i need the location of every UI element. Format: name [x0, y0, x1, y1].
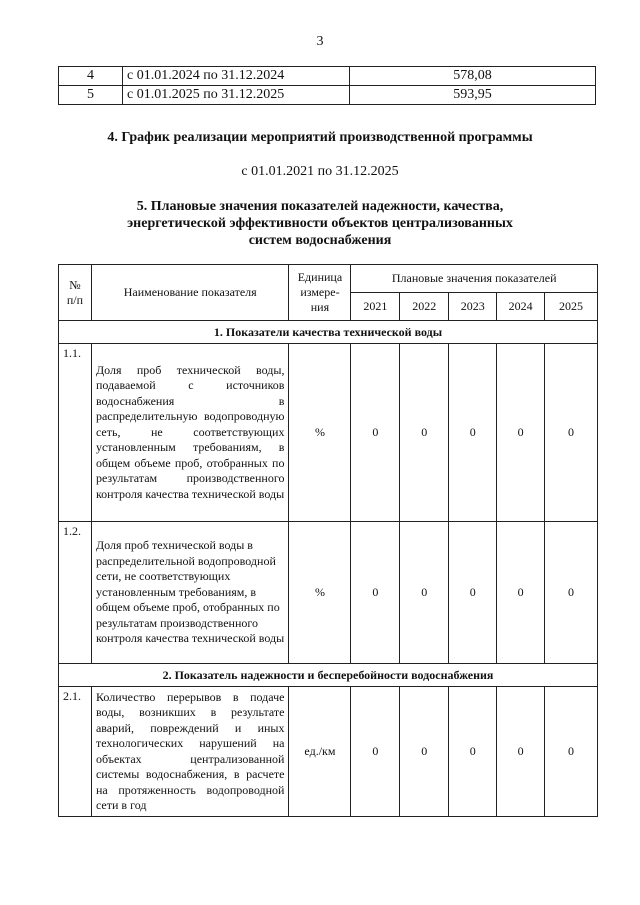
period-cell: с 01.01.2024 по 31.12.2024: [123, 67, 350, 86]
table-row: [59, 687, 598, 817]
row-number: 4: [59, 67, 123, 86]
value-2022: 0: [400, 344, 449, 522]
section-row: [59, 321, 598, 344]
indicator-name: Доля проб технической воды, подаваемой с источников водоснабжения в распределительную водопроводную сеть, не соответствующих установленным требованиям, в общем объеме проб, отобранных по результатам производственного контроля качества технической воды: [91, 344, 289, 522]
value-2025: 0: [545, 344, 598, 522]
value-2025: 0: [545, 687, 598, 817]
year-2025: 2025: [545, 293, 598, 321]
section-row: [59, 664, 598, 687]
indicator-name: Количество перерывов в подаче воды, возникших в результате аварий, повреждений и иных технологических нарушений на объектах централизованной системы водоснабжения, в расчете на протяженность водопроводной сети в год: [91, 687, 289, 817]
table-row: [59, 67, 596, 86]
section-title: 1. Показатели качества технической воды: [59, 321, 598, 344]
value-2022: 0: [400, 522, 449, 664]
value-2021: 0: [351, 344, 400, 522]
header-unit: Единица измере- ния: [289, 265, 351, 321]
section-title: 2. Показатель надежности и бесперебойности водоснабжения: [59, 664, 598, 687]
year-2022: 2022: [400, 293, 449, 321]
page-number: 3: [316, 34, 324, 49]
tariff-period-table: [58, 66, 596, 105]
section5-title-line1: 5. Плановые значения показателей надежности, качества,: [136, 199, 504, 214]
indicators-table: [58, 264, 598, 817]
value-2024: 0: [497, 687, 545, 817]
value-cell: 593,95: [350, 86, 596, 105]
row-number: 1.2.: [59, 522, 92, 664]
value-2023: 0: [449, 344, 497, 522]
section5-title-line2: энергетической эффективности объектов централизованных: [127, 216, 513, 231]
value-2024: 0: [497, 344, 545, 522]
table-row: [59, 86, 596, 105]
year-2021: 2021: [351, 293, 400, 321]
value-cell: 578,08: [350, 67, 596, 86]
header-planned: Плановые значения показателей: [351, 265, 598, 293]
unit-cell: %: [289, 344, 351, 522]
table-row: [59, 344, 598, 522]
value-2023: 0: [449, 522, 497, 664]
table-row: [59, 522, 598, 664]
row-number: 1.1.: [59, 344, 92, 522]
section4-title: 4. График реализации мероприятий производственной программы: [107, 130, 533, 145]
period-cell: с 01.01.2025 по 31.12.2025: [123, 86, 350, 105]
header-row: [59, 265, 598, 293]
value-2022: 0: [400, 687, 449, 817]
year-2023: 2023: [449, 293, 497, 321]
section5-title-line3: систем водоснабжения: [248, 233, 392, 248]
value-2023: 0: [449, 687, 497, 817]
row-number: 5: [59, 86, 123, 105]
value-2021: 0: [351, 687, 400, 817]
value-2025: 0: [545, 522, 598, 664]
value-2024: 0: [497, 522, 545, 664]
header-num: № п/п: [59, 265, 92, 321]
header-name: Наименование показателя: [91, 265, 289, 321]
value-2021: 0: [351, 522, 400, 664]
unit-cell: %: [289, 522, 351, 664]
section4-period: с 01.01.2021 по 31.12.2025: [241, 164, 399, 179]
year-2024: 2024: [497, 293, 545, 321]
row-number: 2.1.: [59, 687, 92, 817]
indicator-name: Доля проб технической воды в распределительной водопроводной сети, не соответствующих установленным требованиям, в общем объеме проб, отобранных по результатам производственного контроля качества технической воды: [91, 522, 289, 664]
unit-cell: ед./км: [289, 687, 351, 817]
